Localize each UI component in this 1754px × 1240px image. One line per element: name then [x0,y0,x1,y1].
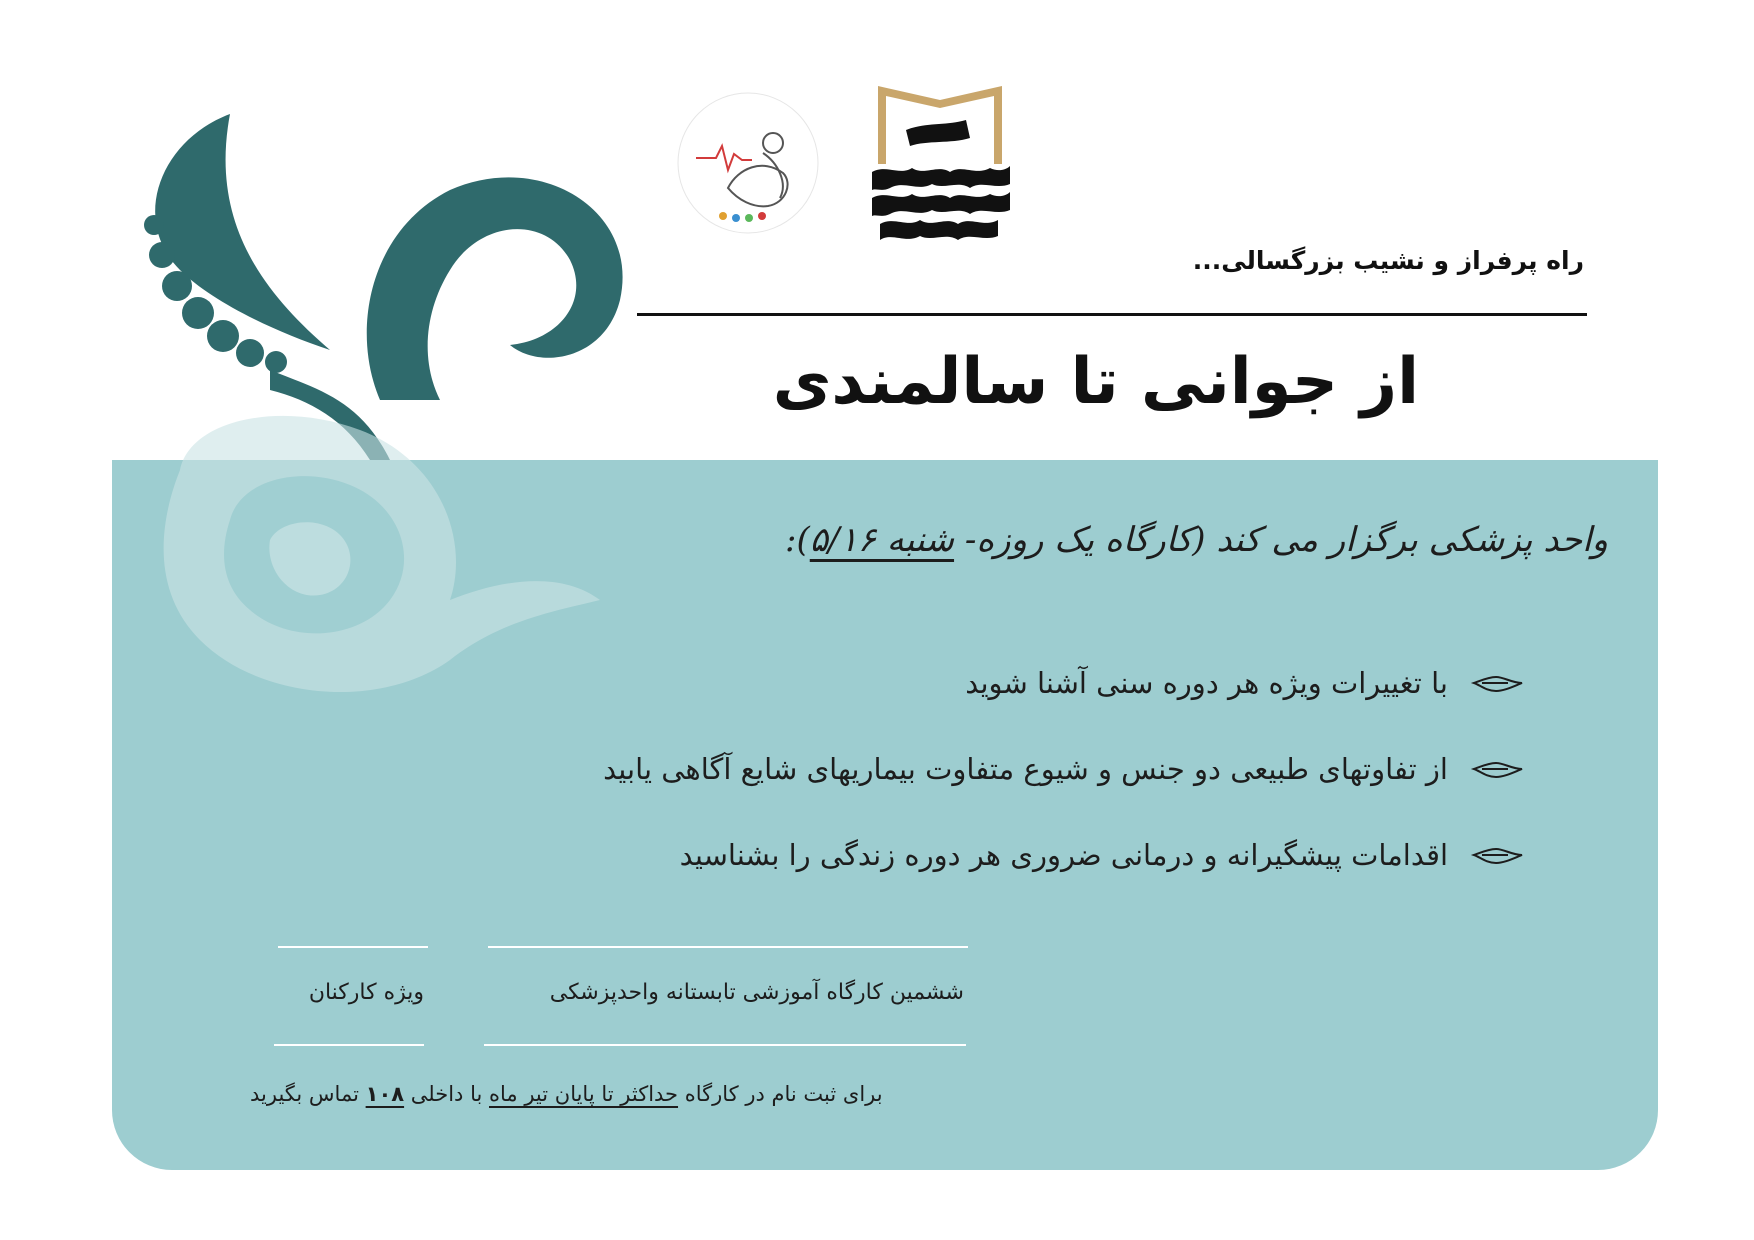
decorative-swirl-ornament [120,100,680,740]
benefits-list [603,640,1524,898]
list-item [603,812,1524,898]
audience-rule-top [278,946,428,948]
benefit-text: اقدامات پیشگیرانه و درمانی ضروری هر دوره زندگی را بشناسید [679,838,1448,872]
pointing-hand-icon [1468,841,1524,869]
audience-label: ویژه کارکنان [308,980,424,1005]
title-divider [637,313,1587,316]
announcement-suffix: ): [785,520,810,560]
workshop-rule-top [488,946,968,948]
moallem-complex-logo [866,80,1014,250]
announcement-heading [785,520,1608,560]
workshop-rule-bottom [484,1044,966,1046]
tagline: راه پرفراز و نشیب بزرگسالی... [1192,246,1584,275]
footer-part2: با داخلی [410,1082,483,1106]
benefit-text: از تفاوتهای طبیعی دو جنس و شیوع متفاوت بیماریهای شایع آگاهی یابید [603,752,1448,786]
benefit-text: با تغییرات ویژه هر دوره سنی آشنا شوید [965,666,1448,700]
medical-unit-logo [668,88,828,238]
announcement-day: شنبه ۵/۱۶ [809,520,955,560]
phone-extension: ۱۰۸ [365,1082,405,1106]
footer-part3: تماس بگیرید [250,1082,359,1106]
list-item [603,640,1524,726]
announcement-prefix: واحد پزشکی برگزار می کند (کارگاه یک روزه- [964,520,1608,560]
list-item [603,726,1524,812]
workshop-title: ششمین کارگاه آموزشی تابستانه واحدپزشکی [549,980,964,1005]
page-title: از جوانی تا سالمندی [772,345,1419,419]
registration-note [250,1082,883,1106]
pointing-hand-icon [1468,755,1524,783]
footer-part1: برای ثبت نام در کارگاه [684,1082,883,1106]
pointing-hand-icon [1468,669,1524,697]
registration-deadline: حداکثر تا پایان تیر ماه [489,1082,679,1106]
audience-rule-bottom [274,1044,424,1046]
